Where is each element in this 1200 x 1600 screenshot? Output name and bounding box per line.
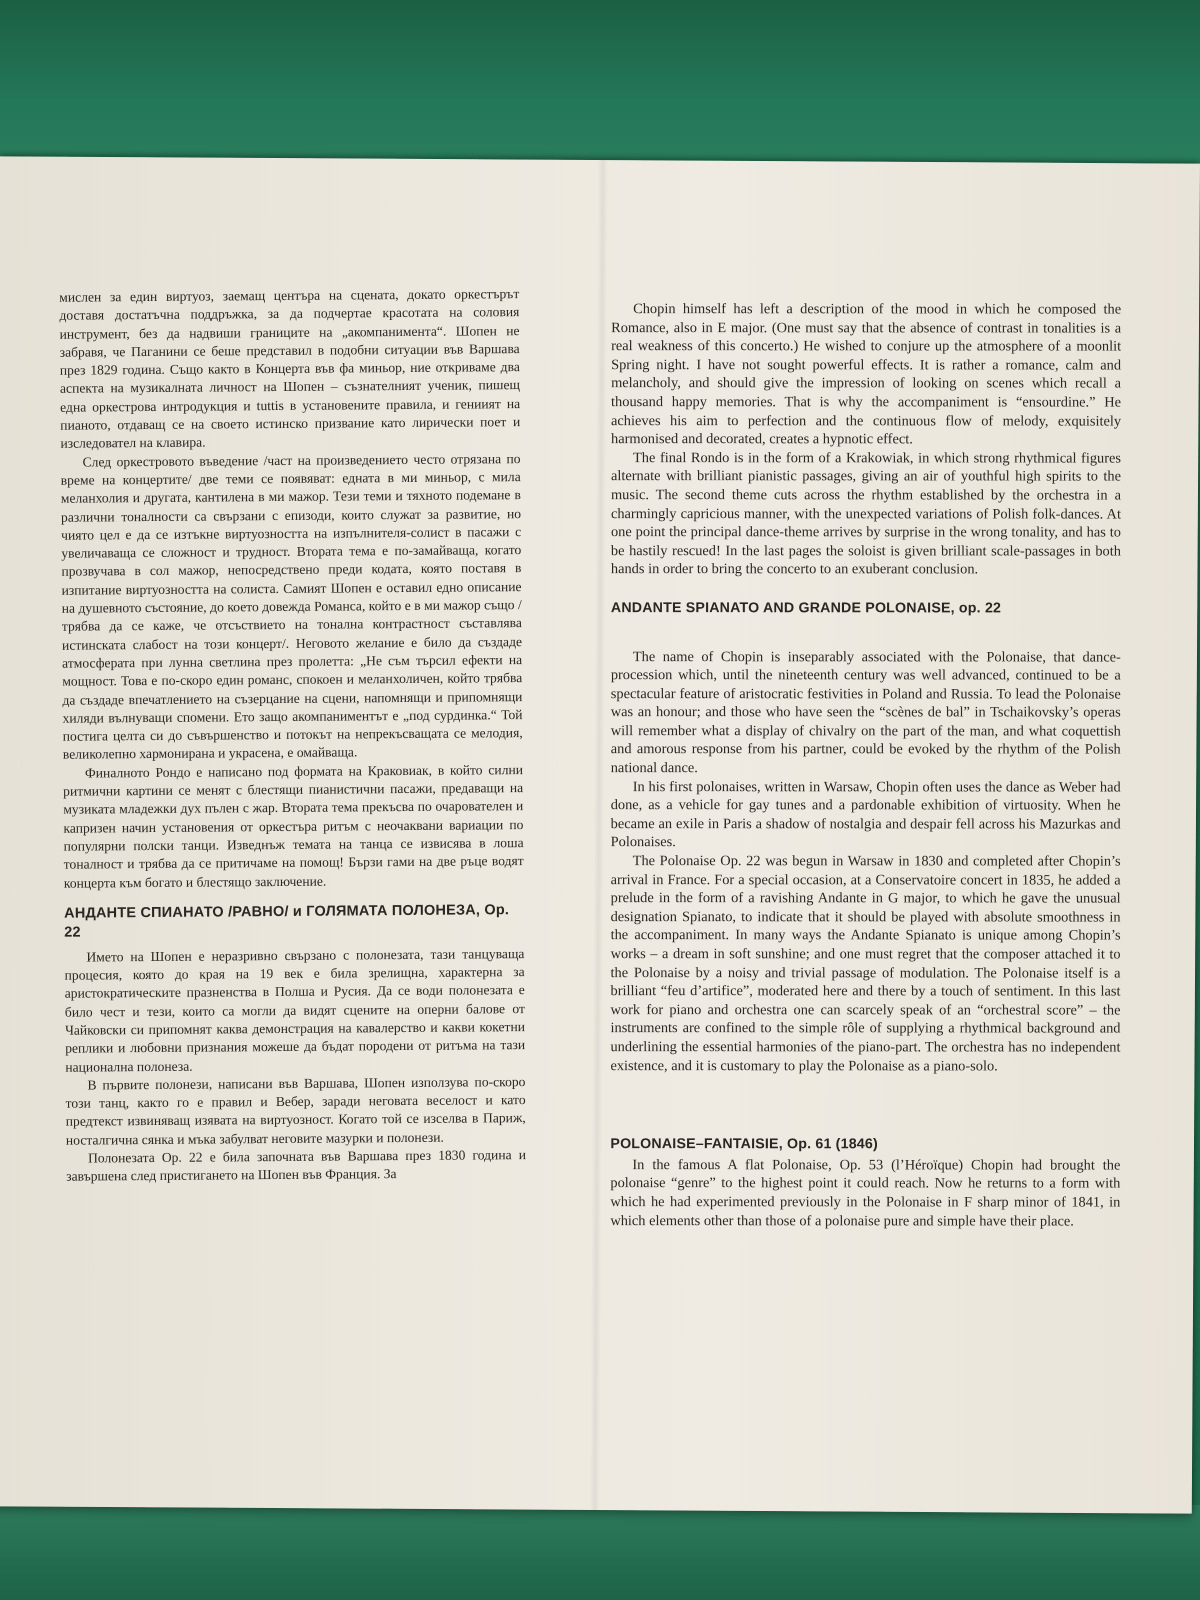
en-paragraph-rondo: The final Rondo is in the form of a Krakowiak, in which strong rhythmical figures alternate with brilliant pianistic passages, giving an air of youthful high spirits to the music. The second theme cuts across the rhythm established by the orchestra in a charmingly capricious manner, with the unexpected variations of Polish folk-dances. At one point the principal dance-theme arrives by surprise in the wrong tonality, and has to be hastily rescued! In the last pages the soloist is given brilliant scale-passages in both hands in order to bring the concerto to an exuberant conclusion. [610,449,1122,578]
bg-paragraph-5: В първите полонези, написани във Варшава, Шопен използува по-скоро този танц, както го е правил и Вебер, заради неговата веселост и като предтекст извиняващ изявата на виртуозност. Когато той се изселва в Париж, носталгична сянка и мъка забулват неговите мазурки и полонези. [65,1073,526,1148]
en-heading-andante-spianato: ANDANTE SPIANATO AND GRANDE POLONAISE, op. 22 [610,599,1002,617]
green-backdrop-bottom [0,1505,1200,1600]
bg-paragraph-4: Името на Шопен е неразривно свързано с полонезата, тази танцуваща процесия, която до края на 19 век е била зрелищна, характерна за аристократическите празненства в Полша и Русия. Да се води полонезата е било чест и тези, които са могли да видят сцените на оперни балове от Чайковски си припомнят каква демонстрация на кавалерство и какви кокетни реплики и любовни признания можеше да бъдат породени от ритъма на тази национална полонеза. [64,945,526,1075]
en-paragraph-polonaise-2: In his first polonaises, written in Warsaw, Chopin often uses the dance as Weber had done, as a vehicle for gay tunes and a pardonable exhibition of virtuosity. When he became an exile in Paris a shadow of nostalgia and despair fell across his Mazurkas and Polonaises. [610,778,1121,851]
page-gutter [590,160,608,1510]
en-paragraph-romance: Chopin himself has left a description of the mood in which he composed the Romance, also in E major. (One must say that the absence of contrast in tonalities is a real weakness of this concerto.) He wished to conjure up the atmosphere of a moonlit Spring night. I have not sought powerful effects. It is rather a romance, calm and melancholy, and should give the impression of looking on scenes which recall a thousand happy memories. That is why the accompaniment is “ensourdine.” He achieves his aim to perfection and the continuous flow of melody, exquisitely harmonised and decorated, creates a hypnotic effect. [611,301,1122,448]
en-heading-polonaise-fantaisie: POLONAISE–FANTAISIE, Op. 61 (1846) [610,1136,878,1153]
bg-section-heading: АНДАНТЕ СПИАНАТО /РАВНО/ и ГОЛЯМАТА ПОЛОНЕЗА, Ор. 22 [64,901,510,941]
english-column [610,300,1121,1231]
bg-paragraph-3: Финалното Рондо е написано под формата на Краковиак, в който силни ритмични картини се менят с блестящи пианистични пасажи, предаващи на музиката младежки дух пълен с жар. Втората тема прекъсва по очарователен и капризен начин установения от оркестъра ритъм с неочаквани вариации по популярни полски танци. Изведнъж темата на танца се извисява в лоша тоналност и трябва да се притичаме на помощ! Бързи гами на две ръце водят концерта към богато и блестящо заключение. [63,761,524,891]
en-paragraph-fantaisie: In the famous A flat Polonaise, Op. 53 (l’Héroïque) Chopin had brought the polonaise “genre” to the highest point it could reach. Now he returns to a form with which he had experimented previously in the Polonaise in F sharp minor of 1841, in which elements other than those of a polonaise pure and simple have their place. [610,1156,1121,1230]
booklet-page [0,156,1200,1513]
bg-paragraph-1: мислен за един виртуоз, заемащ центъра на сцената, докато оркестърът доставя достатъчна поддръжка, за да подчертае красотата на соловия инструмент, без да надвиши границите на „акомпанимента“. Шопен не забравя, че Паганини се беше представил в подобни ситуации във Варшава през 1829 година. Също както в Концерта във фа миньор, ние откриваме два аспекта на музикалната личност на Шопен – съзнателният ученик, пишещ една оркестрова интродукция и tuttis в установените правила, и гениият на пианото, отдаващ се на своето истинско призвание като лирически поет и изследовател на клавира. [59,286,521,452]
bulgarian-column [59,285,526,1186]
en-paragraph-polonaise-1: The name of Chopin is inseparably associated with the Polonaise, that dance-procession which, until the nineteenth century was well advanced, continued to be a spectacular feature of aristocratic festivities in Poland and Russia. To lead the Polonaise was an honour; and those who have seen the “scènes de bal” in Tschaikovsky’s operas will remember what a display of chivalry on the part of the man, and what coquettish and amorous response from his partner, could be evoked by the rhythm of the Polish national dance. [610,648,1121,777]
bg-paragraph-2: След оркестровото въведение /част на произведението често отрязана по време на концертите/ две теми се появяват: едната в ми миньор, с мила меланхолия и другата, кантилена в ми мажор. Тези теми и тяхното подемане в различни тоналности са свързани с епизоди, които служат за развитие, но чиято цел е да се изтъкне виртуозността на изпълнителя-солист в пасажи с увеличаваща се сложност и трудност. Втората тема е по-замайваща, когато прозвучава в сол мажор, непосредствено преди кодата, която поставя в изпитание виртуозността на солиста. Самият Шопен е оставил едно описание на душевното състояние, до което довежда Романса, който е в ми мажор също /трябва да се каже, че отсъствието на тонална контрастност съставлява истинската слабост на този концерт/. Неговото желание е било да създаде атмосферата при лунна светлина през пролетта: „Не съм търсил ефекти на мощност. Това е по-скоро един романс, спокоен и меланхоличен, който трябва да създаде впечатлението на съзерцание на сцени, напомнящи и припомнящи хиляди вълнуващи спомени. Ето защо акомпаниментът е „под сурдинка.“ Той постига целта си до съвършенство и потокът на непрекъсващата се мелодия, великолепно хармонирана и украсена, е омайваща. [60,450,523,763]
green-backdrop-top [0,0,1200,175]
bg-paragraph-6: Полонезата Ор. 22 е била започната във Варшава през 1830 година и завършена след пристигането на Шопен във Франция. За [66,1147,527,1185]
en-paragraph-polonaise-3: The Polonaise Op. 22 was begun in Warsaw in 1830 and completed after Chopin’s arrival in France. For a special occasion, at a Conservatoire concert in 1835, he added a prelude in the form of a ravishing Andante in G major, to which he gave the unusual designation Spianato, to indicate that it should be played with absolute smoothness in the accompaniment. In many ways the Andante Spianato is unique among Chopin’s works – a dream in soft sunshine; and one must regret that the composer attached it to the Polonaise by a noisy and trivial passage of modulation. The Polonaise itself is a brilliant “feu d’artifice”, moderated here and there by a touch of sentiment. In this last work for piano and orchestra one can scarcely speak of an “orchestral score” – the instruments are confined to the simple rôle of supplying a rhythmical background and underlining the essential harmonies of the piano-part. The orchestra has no independent existence, and it is customary to play the Polonaise as a piano-solo. [610,853,1121,1074]
